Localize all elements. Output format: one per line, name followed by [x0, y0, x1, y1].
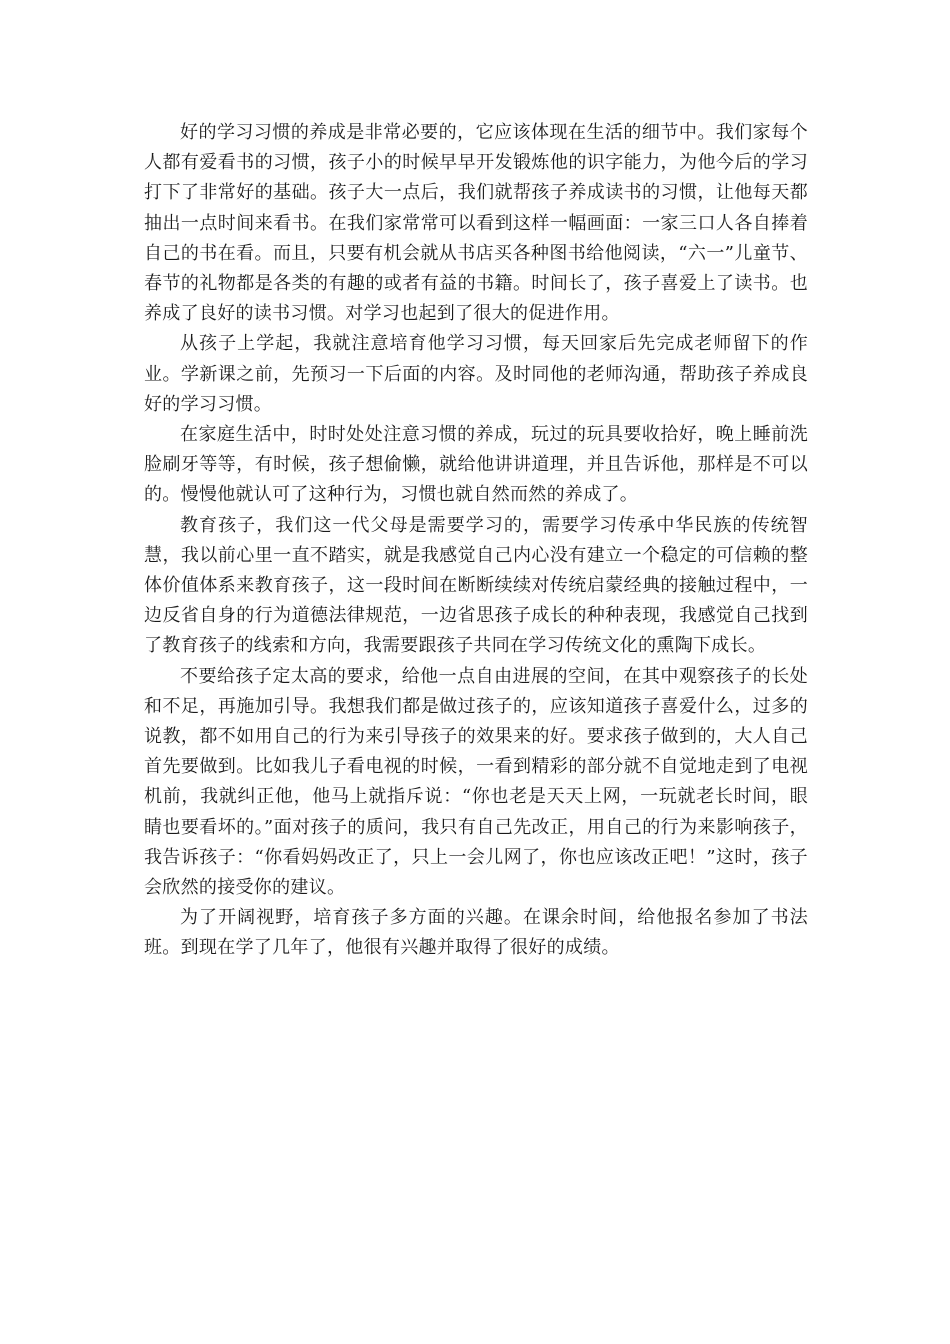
paragraph-lead-by-example: 不要给孩子定太高的要求，给他一点自由进展的空间，在其中观察孩子的长处和不足，再施加引导。我想我们都是做过孩子的，应该知道孩子喜爱什么，过多的说教，都不如用自己的行为来引导孩子的效果来的好。要求孩子做到的，大人自己首先要做到。比如我儿子看电视的时候，一看到精彩的部分就不自觉地走到了电视机前，我就纠正他，他马上就指斥说：“你也老是天天上网，一玩就老长时间，眼睛也要看坏的。”面对孩子的质问，我只有自己先改正，用自己的行为来影响孩子，我告诉孩子：“你看妈妈改正了，只上一会儿网了，你也应该改正吧！”这时，孩子会欣然的接受你的建议。	[144, 665, 808, 899]
paragraph-traditional-wisdom: 教育孩子，我们这一代父母是需要学习的，需要学习传承中华民族的传统智慧，我以前心里一直不踏实，就是我感觉自己内心没有建立一个稳定的可信赖的整体价值体系来教育孩子，这一段时间在断断续续对传统启蒙经典的接触过程中，一边反省自身的行为道德法律规范，一边省思孩子成长的种种表现，我感觉自己找到了教育孩子的线索和方向，我需要跟孩子共同在学习传统文化的熏陶下成长。	[144, 514, 808, 657]
document-body	[144, 118, 808, 964]
paragraph-daily-life-habit: 在家庭生活中，时时处处注意习惯的养成，玩过的玩具要收拾好，晚上睡前洗脸刷牙等等，有时候，孩子想偷懒，就给他讲讲道理，并且告诉他，那样是不可以的。慢慢他就认可了这种行为，习惯也就自然而然的养成了。	[144, 424, 808, 506]
paragraph-calligraphy-class: 为了开阔视野，培育孩子多方面的兴趣。在课余时间，给他报名参加了书法班。到现在学了几年了，他很有兴趣并取得了很好的成绩。	[144, 907, 808, 959]
paragraph-study-habit: 从孩子上学起，我就注意培育他学习习惯，每天回家后先完成老师留下的作业。学新课之前，先预习一下后面的内容。及时同他的老师沟通，帮助孩子养成良好的学习习惯。	[144, 333, 808, 415]
paragraph-reading-habit: 好的学习习惯的养成是非常必要的，它应该体现在生活的细节中。我们家每个人都有爱看书的习惯，孩子小的时候早早开发锻炼他的识字能力，为他今后的学习打下了非常好的基础。孩子大一点后，我们就帮孩子养成读书的习惯，让他每天都抽出一点时间来看书。在我们家常常可以看到这样一幅画面：一家三口人各自捧着自己的书在看。而且，只要有机会就从书店买各种图书给他阅读，“六一”儿童节、春节的礼物都是各类的有趣的或者有益的书籍。时间长了，孩子喜爱上了读书。也养成了良好的读书习惯。对学习也起到了很大的促进作用。	[144, 122, 808, 325]
